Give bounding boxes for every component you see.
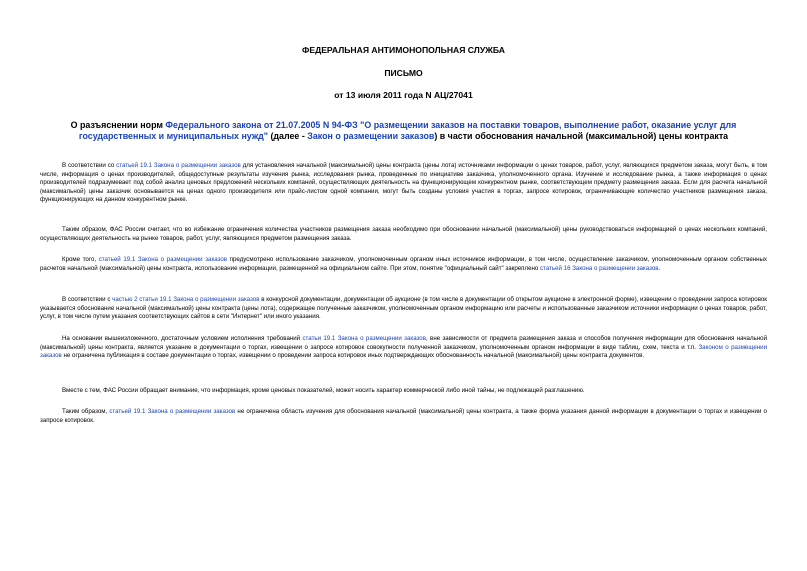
article-16-link[interactable]: статьей 16 Закона о размещении заказов — [540, 264, 659, 272]
paragraph-text: предусмотрено использование заказчиком, уполномоченным органом иных источников информации, в том числе, осуществление заказчиком, уполномоченным органом собственных расчетов начальной (максимальной) цены контракта, использование информации, размещенной на официальном сайте. При этом, понятие "официальный сайт" закреплено — [40, 256, 767, 272]
federal-law-link[interactable]: Федерального закона от 21.07.2005 N 94-ФЗ "О размещении заказов на поставки товаров, выполнение работ, оказание услуг для государственных и муниципальных нужд" — [78, 120, 737, 142]
paragraph-text: В соответствии со — [62, 162, 117, 169]
paragraph-text: , вне зависимости от предмета размещения заказа и способов получения информации для обоснования начальной (максимальной) цены контракта, является указание в документации о торгах, извещении о запросе котировок совокупности полученной заказчиком, уполномоченным органом информации в виде таблиц, схем, текста и т.п. — [40, 335, 767, 351]
article-19-1-link[interactable]: статьи 19.1 Закона о размещении заказов — [302, 335, 426, 342]
procurement-law-link[interactable]: Законом о размещении заказов — [40, 343, 767, 360]
paragraph-text: Вместе с тем, ФАС России обращает внимание, что информация, кроме ценовых показателей, может носить характер коммерческой либо иной тайны, не подлежащей разглашению. — [62, 387, 585, 394]
title-text: (далее - — [267, 131, 308, 142]
paragraph-text: Кроме того, — [62, 256, 99, 263]
paragraph-2 — [40, 226, 767, 243]
paragraph-3 — [40, 256, 767, 273]
paragraph-1 — [40, 162, 767, 205]
article-19-1-link[interactable]: статьей 19.1 Закона о размещении заказов — [116, 162, 241, 169]
article-19-1-part-2-link[interactable]: частью 2 статьи 19.1 Закона о размещении заказов — [112, 296, 260, 303]
paragraph-6 — [40, 387, 767, 396]
document-type: ПИСЬМО — [384, 68, 423, 78]
document-title — [50, 120, 757, 143]
paragraph-text: В соответствии с — [62, 296, 113, 303]
article-19-1-link[interactable]: статьей 19.1 Закона о размещении заказов — [98, 256, 228, 263]
agency-name: ФЕДЕРАЛЬНАЯ АНТИМОНОПОЛЬНАЯ СЛУЖБА — [302, 45, 505, 55]
paragraph-text: Таким образом, — [62, 408, 110, 415]
paragraph-text: На основании вышеизложенного, достаточным условием исполнения требований — [62, 335, 303, 342]
paragraph-text: не ограничена область изучения для обоснования начальной (максимальной) цены контракта, а также форма указания данной информации в документации о торгах и извещении о запросе котировок. — [40, 408, 767, 424]
paragraph-text: Таким образом, ФАС России считает, что во избежание ограничения количества участников размещения заказа необходимо при обосновании начальной (максимальной) цены руководствоваться информацией о ценах нескольких компаний, осуществляющих деятельность на рынке товаров, работ, услуг, являющихся предметом размещения заказа. — [40, 226, 767, 242]
document-date-number: от 13 июля 2011 года N АЦ/27041 — [334, 90, 473, 100]
article-19-1-link[interactable]: статьей 19.1 Закона о размещении заказов — [109, 408, 236, 415]
paragraph-5 — [40, 335, 767, 361]
paragraph-text: . — [658, 264, 661, 272]
paragraph-text: не ограничена публикация в составе документации о торгах, извещении о проведении запроса котировок иных подтверждающих обоснованность начальной (максимальной) цены контракта документов. — [61, 352, 645, 360]
title-text: О разъяснении норм — [70, 120, 166, 130]
paragraph-4 — [40, 296, 767, 322]
paragraph-text: для установления начальной (максимальной) цены контракта (цены лота) источниками информации о ценах товаров, работ, услуг, являющихся предметом заказа, могут быть, в том числе, информация о ценах производителей, общедоступные результаты изучения рынка, исследования рынка, проведенные по инициативе заказчика, уполномоченного органа. Изучение и исследование рынка, а также информация о ценах производителей подразумевает под собой анализ ценовых предложений нескольких компаний, осуществляющих деятельность на функционирующем конкурентном рынке, соответствующем предмету размещения заказа. Если для расчета начальной (максимальной) цены заказчик основывается на ценах одного производителя или прайс-листом одной компании, могут быть созданы условия участия в торгах, запросе котировок, ограничивающие количество участников размещения заказа, функционирующих на данном конкурентном рынке. — [40, 162, 767, 204]
law-short-name-link[interactable]: Закон о размещении заказов — [307, 131, 435, 142]
title-text: ) в части обоснования начальной (максимальной) цены контракта — [434, 131, 729, 142]
paragraph-7 — [40, 408, 767, 425]
paragraph-text: в конкурсной документации, документации об аукционе (в том числе в документации об открытом аукционе в электронной форме), извещении о проведении запроса котировок указывается обоснование начальной (максимальной) цены контракта (цены лота), содержащее полученные заказчиком, уполномоченным органом информацию или расчеты и использованные заказчиком источники информации о ценах товаров, работ, услуг, в том числе путем указания соответствующих сайтов в сети "Интернет" или иного указания. — [40, 296, 767, 321]
